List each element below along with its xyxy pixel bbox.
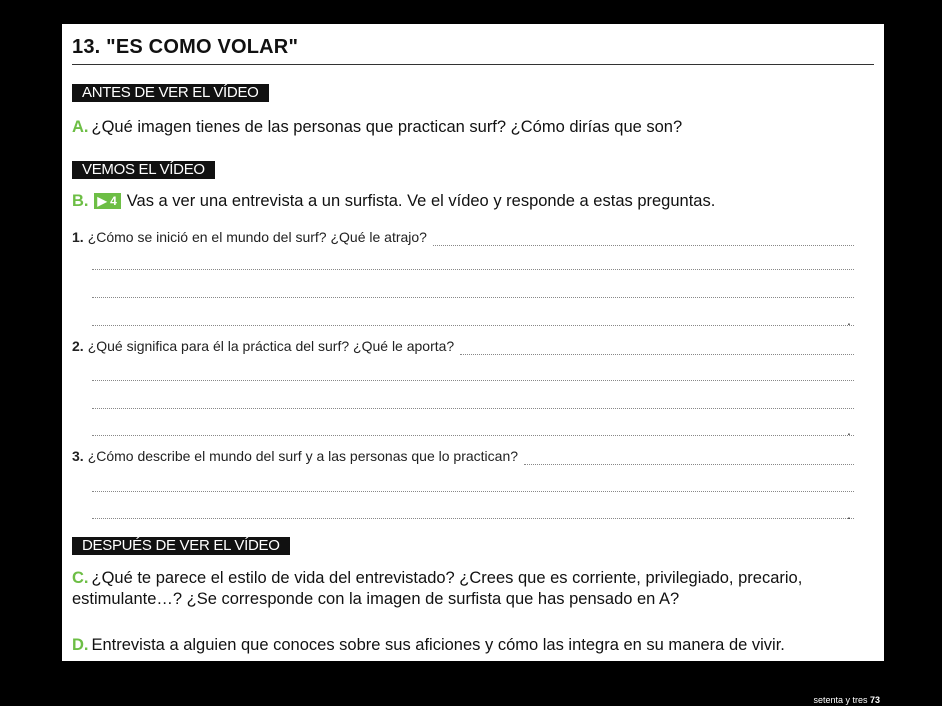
question-3 xyxy=(72,447,854,465)
activity-a-letter: A. xyxy=(72,118,89,136)
answer-line[interactable] xyxy=(92,269,854,270)
section-vemos-label: VEMOS EL VÍDEO xyxy=(72,161,215,179)
answer-period: . xyxy=(847,312,851,328)
question-2-text: ¿Qué significa para él la práctica del surf? ¿Qué le aporta? xyxy=(87,338,455,354)
activity-c-letter: C. xyxy=(72,569,89,587)
answer-line[interactable] xyxy=(92,435,854,436)
video-play-icon[interactable]: ▶ 4 xyxy=(94,193,121,209)
title-divider xyxy=(72,64,874,65)
question-1-number: 1. xyxy=(72,229,84,245)
section-antes-label: ANTES DE VER EL VÍDEO xyxy=(72,84,269,102)
question-3-number: 3. xyxy=(72,448,84,464)
question-1 xyxy=(72,228,854,246)
answer-line[interactable] xyxy=(433,233,854,246)
page-number-words: setenta y tres xyxy=(813,695,868,705)
question-2-number: 2. xyxy=(72,338,84,354)
page-title: 13. "ES COMO VOLAR" xyxy=(72,36,299,58)
answer-line[interactable] xyxy=(92,297,854,298)
activity-c-text: ¿Qué te parece el estilo de vida del entrevistado? ¿Crees que es corriente, privilegiado, precario, estimulante…? ¿Se corresponde con la imagen de surfista que has pensado en A? xyxy=(72,569,803,608)
answer-line[interactable] xyxy=(92,408,854,409)
question-1-text: ¿Cómo se inició en el mundo del surf? ¿Qué le atrajo? xyxy=(87,229,427,245)
activity-a-text: ¿Qué imagen tienes de las personas que practican surf? ¿Cómo dirías que son? xyxy=(91,118,683,136)
activity-c xyxy=(72,568,877,610)
answer-period: . xyxy=(847,506,851,522)
section-despues-label: DESPUÉS DE VER EL VÍDEO xyxy=(72,537,290,555)
question-3-text: ¿Cómo describe el mundo del surf y a las personas que lo practican? xyxy=(87,448,519,464)
activity-b-text: Vas a ver una entrevista a un surfista. Ve el vídeo y responde a estas preguntas. xyxy=(126,192,716,210)
worksheet-page xyxy=(62,24,884,661)
answer-line[interactable] xyxy=(92,491,854,492)
answer-line[interactable] xyxy=(460,342,854,355)
activity-b-letter: B. xyxy=(72,192,89,210)
activity-b xyxy=(72,191,877,212)
question-2 xyxy=(72,337,854,355)
activity-d-text: Entrevista a alguien que conoces sobre sus aficiones y cómo las integra en su manera de vivir. xyxy=(91,636,785,654)
activity-d xyxy=(72,635,877,656)
page-footer xyxy=(813,695,880,705)
page-number: 73 xyxy=(869,695,880,705)
answer-line[interactable] xyxy=(92,325,854,326)
answer-line[interactable] xyxy=(92,380,854,381)
activity-a xyxy=(72,117,877,138)
answer-line[interactable] xyxy=(92,518,854,519)
answer-period: . xyxy=(847,422,851,438)
activity-d-letter: D. xyxy=(72,636,89,654)
answer-line[interactable] xyxy=(524,452,854,465)
